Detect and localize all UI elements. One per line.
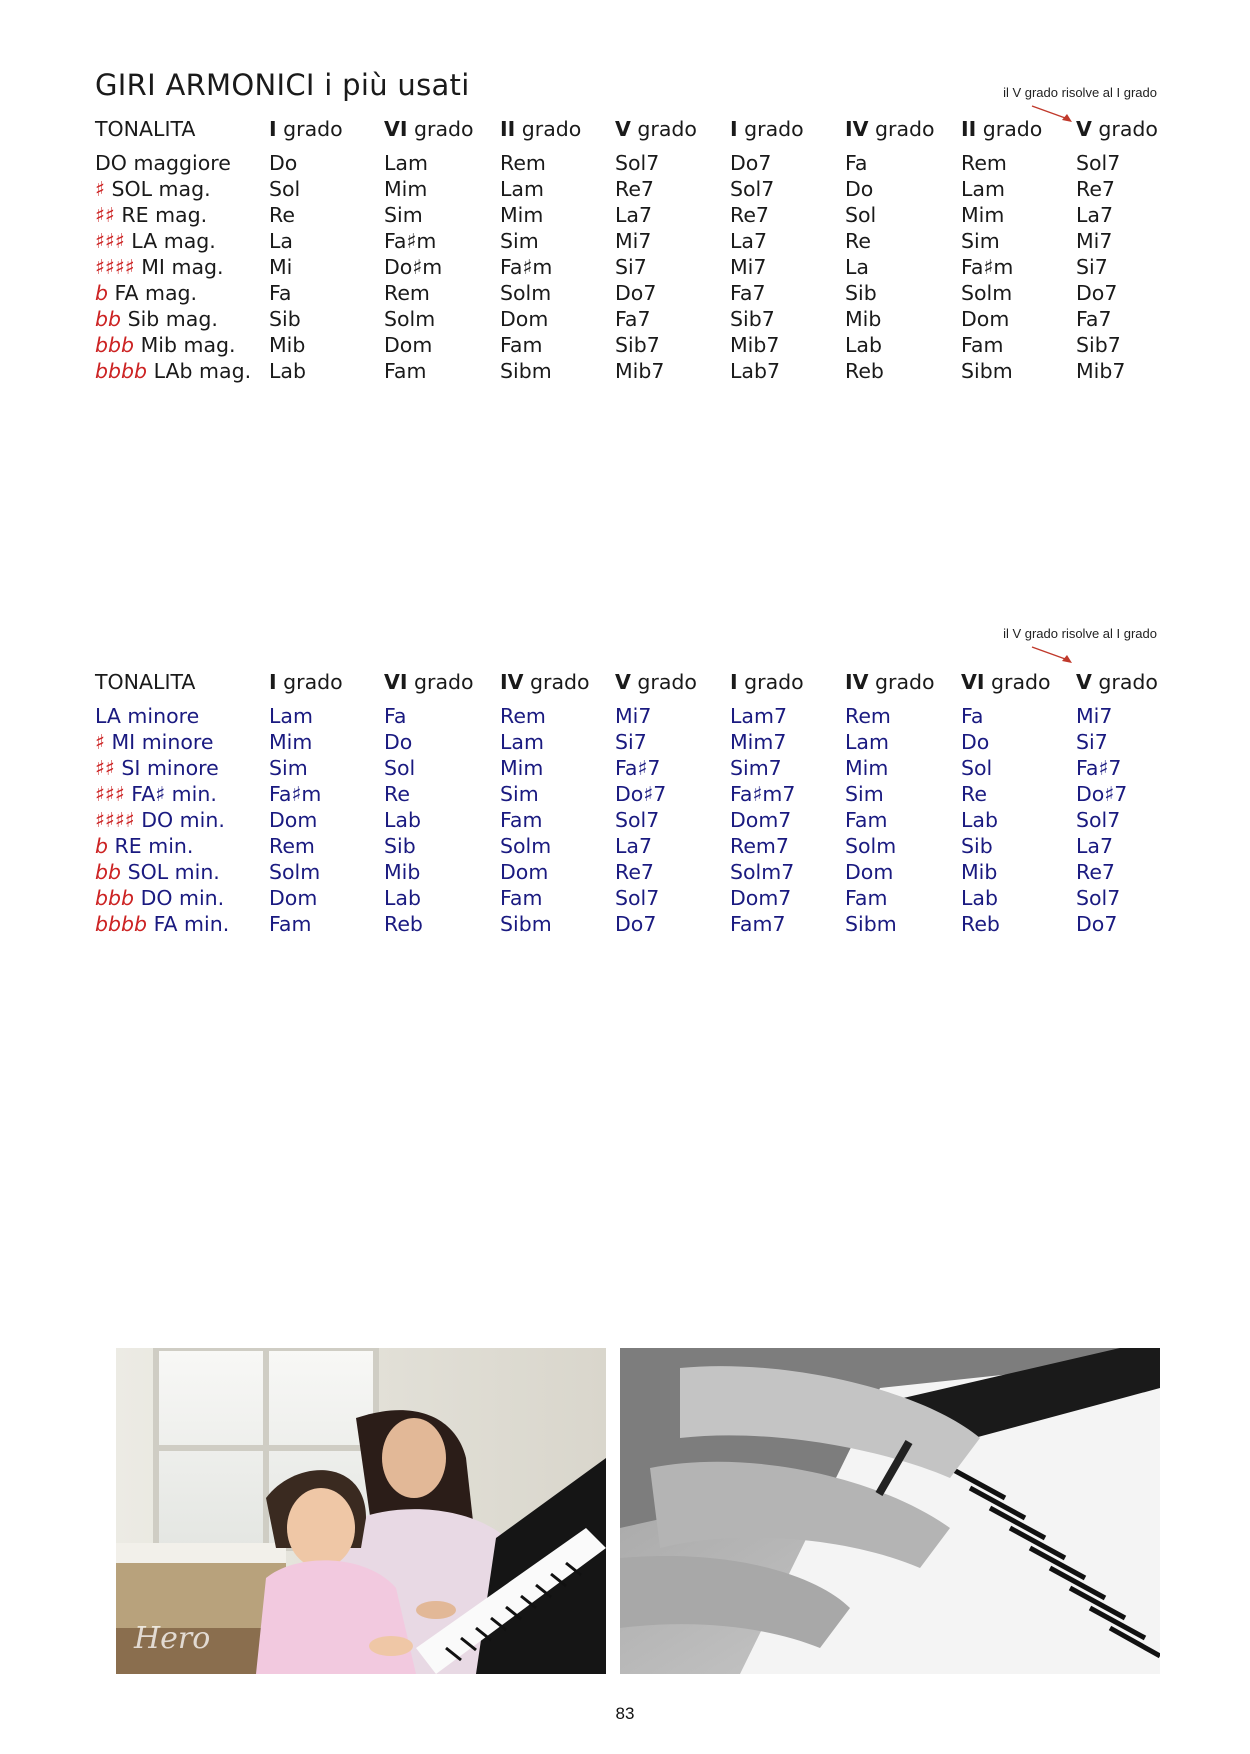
degree-word: grado: [515, 117, 582, 141]
chord-cell: Fam: [269, 912, 312, 936]
chord-cell: Solm: [500, 834, 552, 858]
chord-cell: Sol7: [1076, 886, 1121, 910]
chord-cell: Rem: [961, 151, 1007, 175]
chord-cell: Re7: [730, 203, 769, 227]
column-header-degree: [730, 669, 845, 703]
major-keys-table: [95, 116, 1165, 384]
chord-cell: La: [269, 229, 293, 253]
key-name-cell: [95, 833, 269, 859]
chord-cell: Mi7: [615, 229, 652, 253]
chord-cell: Re: [384, 782, 410, 806]
chord-cell: Sol: [961, 756, 993, 780]
degree-word: grado: [1091, 670, 1158, 694]
chord-cell: Mi: [269, 255, 293, 279]
chord-cell: Sol7: [615, 886, 660, 910]
key-signature: bbb: [95, 333, 135, 357]
chord-cell: Sim: [961, 229, 1000, 253]
chord-cell: Sib7: [615, 333, 660, 357]
chord-cell: Lam: [500, 177, 544, 201]
chord-cell: Do7: [1076, 912, 1118, 936]
column-header-key: TONALITA: [95, 670, 196, 694]
key-signature: bbbb: [95, 359, 148, 383]
chord-cell: Sib: [269, 307, 301, 331]
chord-cell: Do: [269, 151, 298, 175]
resolution-arrow: [1030, 644, 1075, 666]
degree-numeral: I: [269, 670, 277, 694]
key-name: RE mag.: [121, 203, 208, 227]
key-name-cell: [95, 202, 269, 228]
chord-cell: Mim: [500, 203, 544, 227]
key-name: FA mag.: [114, 281, 198, 305]
key-name-cell: [95, 703, 269, 729]
chord-cell: La7: [1076, 834, 1114, 858]
chord-cell: Fa♯7: [615, 756, 661, 780]
chord-cell: Mim: [269, 730, 313, 754]
chord-cell: Re: [269, 203, 295, 227]
degree-numeral: V: [1076, 670, 1092, 694]
chord-cell: Re7: [1076, 177, 1115, 201]
column-header-degree: [961, 116, 1076, 150]
degree-numeral: V: [615, 670, 631, 694]
key-name-cell: [95, 755, 269, 781]
chord-cell: Do7: [1076, 281, 1118, 305]
chord-cell: Do: [845, 177, 874, 201]
key-signature: b: [95, 281, 109, 305]
chord-cell: Sim: [500, 782, 539, 806]
hands-on-piano-photo: [620, 1348, 1160, 1674]
column-header-degree: [269, 116, 384, 150]
chord-cell: Do: [961, 730, 990, 754]
chord-cell: Rem: [500, 704, 546, 728]
key-signature: ♯♯♯♯: [95, 255, 135, 279]
key-name: MI mag.: [141, 255, 224, 279]
chord-cell: Fam: [961, 333, 1004, 357]
key-name-cell: [95, 280, 269, 306]
key-name-cell: [95, 306, 269, 332]
chord-cell: Dom: [961, 307, 1010, 331]
column-header-degree: [961, 669, 1076, 703]
key-name: FA♯ min.: [131, 782, 217, 806]
key-name-cell: [95, 807, 269, 833]
chord-cell: Sim: [269, 756, 308, 780]
chord-cell: Mib: [269, 333, 306, 357]
chord-cell: Si7: [1076, 255, 1108, 279]
chord-cell: Re7: [615, 177, 654, 201]
key-name-cell: [95, 358, 269, 384]
column-header-degree: [1076, 116, 1165, 150]
chord-cell: Sol7: [615, 151, 660, 175]
key-name: LA minore: [95, 704, 200, 728]
chord-cell: Fa: [961, 704, 984, 728]
column-header-degree: [845, 116, 961, 150]
chord-cell: Sol: [845, 203, 877, 227]
key-name-cell: [95, 729, 269, 755]
chord-cell: Fa: [384, 704, 407, 728]
chord-cell: Sol7: [1076, 151, 1121, 175]
chord-cell: Solm: [961, 281, 1013, 305]
column-header-degree: [384, 116, 500, 150]
chord-cell: Sibm: [500, 359, 552, 383]
chord-cell: Fa♯m: [269, 782, 322, 806]
key-name-cell: [95, 228, 269, 254]
column-header-degree: [615, 116, 730, 150]
chord-cell: Rem: [269, 834, 315, 858]
column-header-degree: [1076, 669, 1165, 703]
piano-lesson-photo: [116, 1348, 606, 1674]
chord-cell: Dom7: [730, 886, 792, 910]
key-name: LAb mag.: [153, 359, 252, 383]
degree-numeral: I: [269, 117, 277, 141]
key-name: DO min.: [141, 808, 225, 832]
key-signature: ♯♯♯: [95, 782, 125, 806]
key-signature: ♯♯♯: [95, 229, 125, 253]
chord-cell: Re: [845, 229, 871, 253]
chord-cell: La7: [615, 203, 653, 227]
column-header-key: TONALITA: [95, 117, 196, 141]
chord-cell: Fa♯7: [1076, 756, 1122, 780]
chord-cell: Rem: [384, 281, 430, 305]
degree-word: grado: [407, 117, 474, 141]
chord-cell: Mib7: [730, 333, 780, 357]
key-signature: bbbb: [95, 912, 148, 936]
degree-word: grado: [737, 117, 804, 141]
resolution-note: il V grado risolve al I grado: [1003, 85, 1157, 100]
chord-cell: Rem: [500, 151, 546, 175]
chord-cell: Solm: [500, 281, 552, 305]
key-signature: ♯: [95, 177, 105, 201]
chord-cell: Solm: [269, 860, 321, 884]
degree-numeral: IV: [500, 670, 524, 694]
key-name-cell: [95, 254, 269, 280]
degree-numeral: II: [500, 117, 516, 141]
chord-cell: Dom: [500, 307, 549, 331]
chord-cell: Do♯m: [384, 255, 443, 279]
degree-numeral: VI: [384, 117, 408, 141]
degree-word: grado: [630, 670, 697, 694]
chord-cell: Do: [384, 730, 413, 754]
chord-cell: Re7: [1076, 860, 1115, 884]
column-header-degree: [615, 669, 730, 703]
chord-cell: Sib: [961, 834, 993, 858]
key-name-cell: [95, 150, 269, 176]
page-number: 83: [615, 1704, 635, 1723]
chord-cell: Sim7: [730, 756, 782, 780]
chord-cell: Sim: [500, 229, 539, 253]
chord-cell: Rem: [845, 704, 891, 728]
chord-cell: Lam7: [730, 704, 787, 728]
chord-cell: Lam: [269, 704, 313, 728]
degree-numeral: VI: [961, 670, 985, 694]
column-header-degree: [500, 669, 615, 703]
key-signature: b: [95, 834, 109, 858]
chord-cell: Do7: [615, 912, 657, 936]
column-header-degree: [500, 116, 615, 150]
degree-word: grado: [276, 670, 343, 694]
key-name-cell: [95, 885, 269, 911]
minor-keys-table: [95, 669, 1165, 937]
chord-cell: Lab: [961, 808, 998, 832]
chord-cell: Sib: [384, 834, 416, 858]
chord-cell: Lam: [961, 177, 1005, 201]
key-name-cell: [95, 859, 269, 885]
chord-cell: La7: [730, 229, 768, 253]
chord-cell: Dom: [269, 886, 318, 910]
degree-word: grado: [523, 670, 590, 694]
chord-cell: Fa7: [615, 307, 651, 331]
chord-cell: Solm: [384, 307, 436, 331]
chord-cell: Sim: [845, 782, 884, 806]
key-name: SI minore: [121, 756, 219, 780]
degree-word: grado: [868, 117, 935, 141]
chord-cell: Mi7: [615, 704, 652, 728]
key-name-cell: [95, 911, 269, 937]
chord-cell: Do7: [615, 281, 657, 305]
degree-word: grado: [407, 670, 474, 694]
chord-cell: Lab: [961, 886, 998, 910]
degree-word: grado: [1091, 117, 1158, 141]
chord-cell: Sol: [384, 756, 416, 780]
chord-cell: Lab: [845, 333, 882, 357]
chord-cell: Sol7: [615, 808, 660, 832]
degree-numeral: I: [730, 117, 738, 141]
chord-cell: Re: [961, 782, 987, 806]
key-signature: ♯: [95, 730, 105, 754]
chord-cell: Sibm: [845, 912, 897, 936]
watermark-text: Hero: [134, 1621, 211, 1656]
chord-cell: Mib7: [615, 359, 665, 383]
key-name: DO min.: [140, 886, 225, 910]
key-signature: ♯♯: [95, 203, 115, 227]
chord-cell: Reb: [845, 359, 884, 383]
chord-cell: Si7: [615, 730, 647, 754]
chord-cell: Solm: [845, 834, 897, 858]
degree-word: grado: [276, 117, 343, 141]
chord-cell: Fa7: [730, 281, 766, 305]
key-name: DO maggiore: [95, 151, 231, 175]
degree-numeral: V: [1076, 117, 1092, 141]
key-name: Sib mag.: [127, 307, 218, 331]
chord-cell: Mim: [845, 756, 889, 780]
chord-cell: Mim: [961, 203, 1005, 227]
chord-cell: La7: [1076, 203, 1114, 227]
chord-cell: Fam: [384, 359, 427, 383]
chord-cell: Dom: [500, 860, 549, 884]
degree-numeral: II: [961, 117, 977, 141]
chord-cell: Fam7: [730, 912, 786, 936]
degree-word: grado: [976, 117, 1043, 141]
chord-cell: Mi7: [1076, 704, 1113, 728]
degree-numeral: I: [730, 670, 738, 694]
chord-cell: Fa: [845, 151, 868, 175]
key-name-cell: [95, 176, 269, 202]
page-title: GIRI ARMONICI i più usati: [95, 68, 470, 102]
resolution-note: il V grado risolve al I grado: [1003, 626, 1157, 641]
chord-cell: Solm7: [730, 860, 795, 884]
key-signature: bb: [95, 307, 122, 331]
column-header-degree: [269, 669, 384, 703]
degree-word: grado: [737, 670, 804, 694]
degree-numeral: IV: [845, 117, 869, 141]
key-name: RE min.: [114, 834, 194, 858]
chord-cell: Fa♯m: [384, 229, 437, 253]
degree-word: grado: [630, 117, 697, 141]
chord-cell: Fam: [845, 808, 888, 832]
chord-cell: Rem7: [730, 834, 789, 858]
chord-cell: Dom: [269, 808, 318, 832]
key-name: LA mag.: [131, 229, 216, 253]
chord-cell: Lab: [384, 808, 421, 832]
chord-cell: Sol7: [1076, 808, 1121, 832]
degree-word: grado: [984, 670, 1051, 694]
chord-cell: Do♯7: [1076, 782, 1128, 806]
chord-cell: Fa♯m: [500, 255, 553, 279]
key-name: SOL mag.: [111, 177, 211, 201]
column-header-degree: [384, 669, 500, 703]
chord-cell: Sib7: [1076, 333, 1121, 357]
chord-cell: Mi7: [1076, 229, 1113, 253]
chord-cell: Mib: [384, 860, 421, 884]
degree-numeral: VI: [384, 670, 408, 694]
chord-cell: Fam: [500, 886, 543, 910]
chord-cell: Sib7: [730, 307, 775, 331]
chord-cell: Fa♯m7: [730, 782, 796, 806]
chord-cell: Dom: [845, 860, 894, 884]
key-name: Mib mag.: [140, 333, 236, 357]
chord-cell: Fam: [845, 886, 888, 910]
degree-numeral: V: [615, 117, 631, 141]
chord-cell: Mib: [961, 860, 998, 884]
key-signature: ♯♯: [95, 756, 115, 780]
chord-cell: Fa7: [1076, 307, 1112, 331]
column-header-degree: [845, 669, 961, 703]
chord-cell: Mim7: [730, 730, 787, 754]
column-header-degree: [730, 116, 845, 150]
key-name: MI minore: [111, 730, 214, 754]
chord-cell: Mim: [384, 177, 428, 201]
chord-cell: Mib: [845, 307, 882, 331]
chord-cell: Fa: [269, 281, 292, 305]
degree-word: grado: [868, 670, 935, 694]
chord-cell: Lab7: [730, 359, 781, 383]
chord-cell: Lam: [500, 730, 544, 754]
chord-cell: Sol: [269, 177, 301, 201]
chord-cell: Mib7: [1076, 359, 1126, 383]
chord-cell: Lab: [269, 359, 306, 383]
chord-cell: Mi7: [730, 255, 767, 279]
chord-cell: La: [845, 255, 869, 279]
key-signature: bb: [95, 860, 122, 884]
chord-cell: Do♯7: [615, 782, 667, 806]
degree-numeral: IV: [845, 670, 869, 694]
chord-cell: Mim: [500, 756, 544, 780]
chord-cell: Do7: [730, 151, 772, 175]
key-name-cell: [95, 332, 269, 358]
chord-cell: La7: [615, 834, 653, 858]
chord-cell: Re7: [615, 860, 654, 884]
chord-cell: Sim: [384, 203, 423, 227]
key-signature: bbb: [95, 886, 135, 910]
chord-cell: Sol7: [730, 177, 775, 201]
chord-cell: Reb: [961, 912, 1000, 936]
chord-cell: Fa♯m: [961, 255, 1014, 279]
chord-cell: Sibm: [500, 912, 552, 936]
chord-cell: Si7: [1076, 730, 1108, 754]
chord-cell: Dom: [384, 333, 433, 357]
key-signature: ♯♯♯♯: [95, 808, 135, 832]
key-name: SOL min.: [127, 860, 220, 884]
chord-cell: Lam: [384, 151, 428, 175]
chord-cell: Lam: [845, 730, 889, 754]
key-name: FA min.: [153, 912, 230, 936]
chord-cell: Si7: [615, 255, 647, 279]
chord-cell: Sibm: [961, 359, 1013, 383]
chord-cell: Lab: [384, 886, 421, 910]
chord-cell: Fam: [500, 333, 543, 357]
photo-strip: [116, 1348, 1160, 1674]
chord-cell: Sib: [845, 281, 877, 305]
chord-cell: Reb: [384, 912, 423, 936]
key-name-cell: [95, 781, 269, 807]
chord-cell: Fam: [500, 808, 543, 832]
chord-cell: Dom7: [730, 808, 792, 832]
